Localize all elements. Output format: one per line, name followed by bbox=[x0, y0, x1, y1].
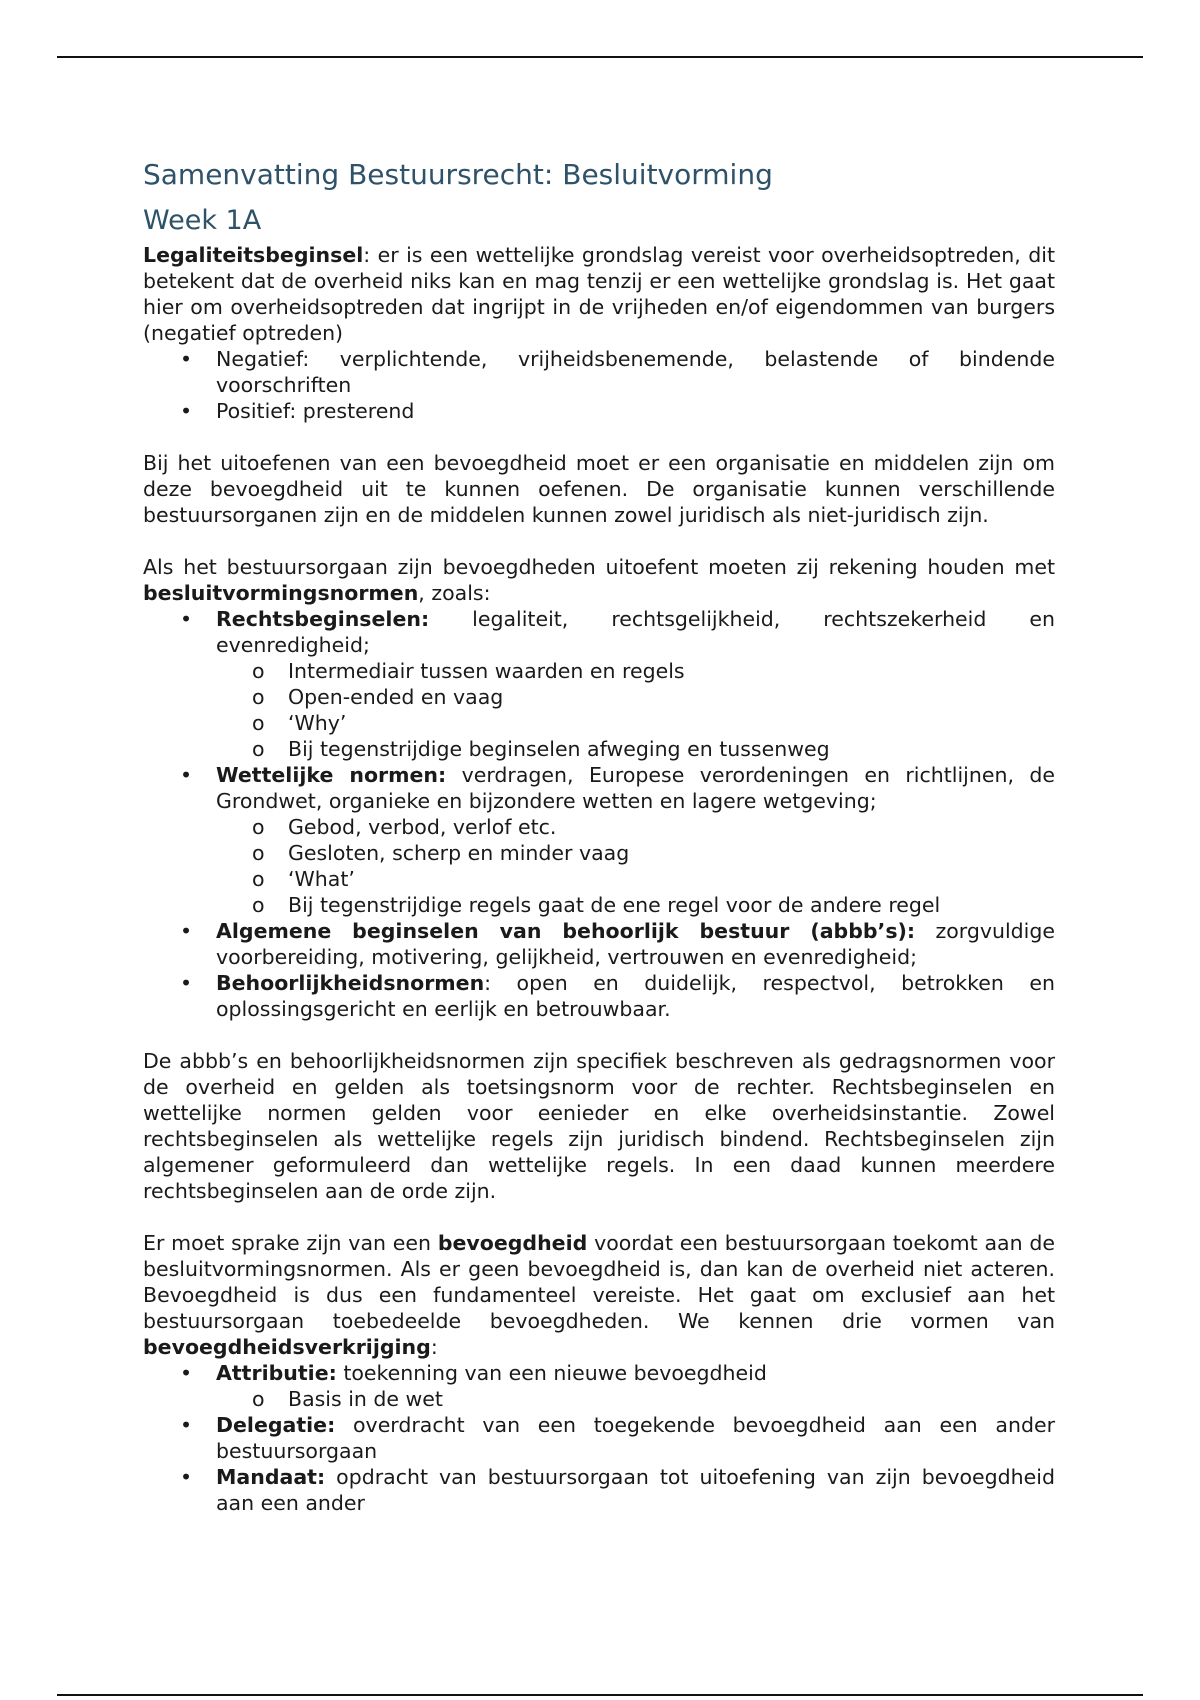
sub-list-item: o Bij tegenstrijdige beginselen afweging en tussenweg bbox=[252, 737, 830, 761]
sub-bullet-icon: o bbox=[252, 815, 265, 839]
document-body bbox=[143, 156, 1055, 1516]
footer-rule bbox=[57, 1694, 1143, 1696]
sub-list-item: o Basis in de wet bbox=[252, 1387, 443, 1411]
sub-bullet-icon: o bbox=[252, 867, 265, 891]
bullet-icon: • bbox=[180, 1413, 193, 1437]
list-item: • Attributie: toekenning van een nieuwe bevoegdheid o Basis in de wet bbox=[143, 1360, 1055, 1412]
list-besluitvormingsnormen bbox=[143, 606, 1055, 1022]
list-item: • Positief: presterend bbox=[180, 399, 415, 423]
bullet-icon: • bbox=[180, 607, 193, 631]
sub-list bbox=[216, 1386, 1055, 1412]
term-besluitvormingsnormen: besluitvormingsnormen bbox=[143, 581, 419, 605]
paragraph-legaliteit: Legaliteitsbeginsel: er is een wettelijke grondslag vereist voor overheidsoptreden, dit betekent dat de overheid niks kan en mag tenzij er een wettelijke grondslag is. Het gaat hier om overheidsoptreden dat ingrijpt in de vrijheden en/of eigendommen van burgers (negatief optreden) bbox=[143, 243, 1055, 345]
bullet-icon: • bbox=[180, 347, 193, 371]
sub-bullet-icon: o bbox=[252, 893, 265, 917]
sub-list-item: o Bij tegenstrijdige regels gaat de ene regel voor de andere regel bbox=[252, 893, 941, 917]
section-heading: Week 1A bbox=[143, 205, 262, 236]
list-item: • Rechtsbeginselen: legaliteit, rechtsgelijkheid, rechtszekerheid en evenredigheid; o Intermediair tussen waarden en regels o Open-ended en vaag o ‘Why’ o Bij tegenstrijdige beginselen afweging en tussenweg bbox=[180, 607, 1055, 761]
bullet-icon: • bbox=[180, 399, 193, 423]
sub-list bbox=[216, 658, 1055, 762]
list-item: • Mandaat: opdracht van bestuursorgaan tot uitoefening van zijn bevoegdheid aan een ander bbox=[180, 1465, 1055, 1515]
bullet-icon: • bbox=[180, 763, 193, 787]
sub-list-item: o Gebod, verbod, verlof etc. bbox=[252, 815, 557, 839]
list-item: • Delegatie: overdracht van een toegekende bevoegdheid aan een ander bestuursorgaan bbox=[180, 1413, 1055, 1463]
sub-list-item: o Open-ended en vaag bbox=[252, 685, 504, 709]
term-bevoegdheid: bevoegdheid bbox=[437, 1231, 588, 1255]
paragraph-organisatie: Bij het uitoefenen van een bevoegdheid moet er een organisatie en middelen zijn om deze bevoegdheid uit te kunnen oefenen. De organisatie kunnen verschillende bestuursorganen zijn en de middelen kunnen zowel juridisch als niet-juridisch zijn. bbox=[143, 451, 1055, 527]
term-legaliteitsbeginsel: Legaliteitsbeginsel bbox=[143, 243, 364, 267]
document-title: Samenvatting Bestuursrecht: Besluitvorming bbox=[143, 158, 773, 191]
sub-bullet-icon: o bbox=[252, 1387, 265, 1411]
sub-list-item: o Intermediair tussen waarden en regels bbox=[252, 659, 685, 683]
header-rule bbox=[57, 56, 1143, 58]
paragraph-normen-intro: Als het bestuursorgaan zijn bevoegdheden uitoefent moeten zij rekening houden met besluitvormingsnormen, zoals: bbox=[143, 555, 1055, 605]
paragraph-bevoegdheid: Er moet sprake zijn van een bevoegdheid voordat een bestuursorgaan toekomt aan de besluitvormingsnormen. Als er geen bevoegdheid is, dan kan de overheid niet acteren. Bevoegdheid is dus een fundamenteel vereiste. Het gaat om exclusief aan het bestuursorgaan toebedeelde bevoegdheden. We kennen drie vormen van bevoegdheidsverkrijging: bbox=[143, 1231, 1055, 1359]
sub-bullet-icon: o bbox=[252, 737, 265, 761]
list-item: • Algemene beginselen van behoorlijk bestuur (abbb’s): zorgvuldige voorbereiding, motivering, gelijkheid, vertrouwen en evenredigheid; bbox=[180, 919, 1055, 969]
sub-list bbox=[216, 814, 1055, 918]
bullet-icon: • bbox=[180, 1361, 193, 1385]
list-item: • Wettelijke normen: verdragen, Europese verordeningen en richtlijnen, de Grondwet, organieke en bijzondere wetten en lagere wetgeving; o Gebod, verbod, verlof etc. o Gesloten, scherp en minder vaag o ‘What’ o Bij tegenstrijdige regels gaat de ene regel voor de andere regel bbox=[180, 763, 1055, 917]
list-item: • Negatief: verplichtende, vrijheidsbenemende, belastende of bindende voorschriften bbox=[180, 347, 1055, 397]
paragraph-abbb: De abbb’s en behoorlijkheidsnormen zijn specifiek beschreven als gedragsnormen voor de overheid en gelden als toetsingsnorm voor de rechter. Rechtsbeginselen en wettelijke normen gelden voor eenieder en elke overheidsinstantie. Zowel rechtsbeginselen als wettelijke regels zijn juridisch bindend. Rechtsbeginselen zijn algemener geformuleerd dan wettelijke regels. In een daad kunnen meerdere rechtsbeginselen aan de orde zijn. bbox=[143, 1049, 1055, 1203]
list-item: • Behoorlijkheidsnormen: open en duidelijk, respectvol, betrokken en oplossingsgericht en eerlijk en betrouwbaar. bbox=[180, 971, 1055, 1021]
sub-bullet-icon: o bbox=[252, 685, 265, 709]
sub-list-item: o ‘Why’ bbox=[252, 711, 347, 735]
term-bevoegdheidsverkrijging: bevoegdheidsverkrijging bbox=[143, 1335, 431, 1359]
sub-bullet-icon: o bbox=[252, 711, 265, 735]
sub-list-item: o ‘What’ bbox=[252, 867, 355, 891]
list-bevoegdheidsverkrijging bbox=[143, 1360, 1055, 1516]
bullet-icon: • bbox=[180, 919, 193, 943]
sub-bullet-icon: o bbox=[252, 841, 265, 865]
bullet-icon: • bbox=[180, 971, 193, 995]
sub-bullet-icon: o bbox=[252, 659, 265, 683]
list-optreden bbox=[143, 346, 1055, 424]
sub-list-item: o Gesloten, scherp en minder vaag bbox=[252, 841, 630, 865]
bullet-icon: • bbox=[180, 1465, 193, 1489]
